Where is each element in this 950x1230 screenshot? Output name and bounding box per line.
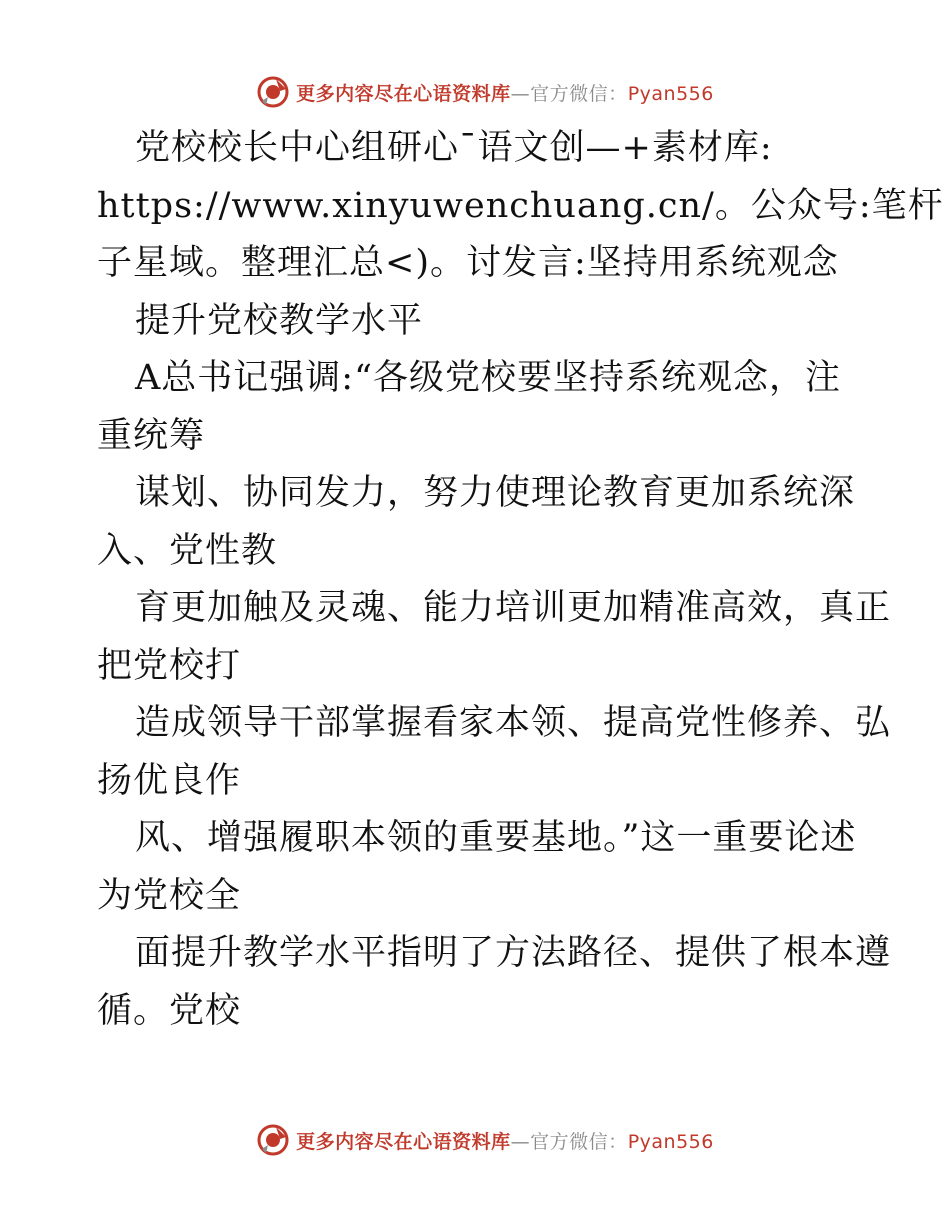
brand-logo-icon <box>256 1123 290 1157</box>
footer-banner <box>0 1120 950 1160</box>
text-line: 把党校打 <box>97 645 242 686</box>
banner-text <box>296 79 714 106</box>
text-line: 入、党性教 <box>97 530 278 571</box>
text-line: 为党校全 <box>97 875 242 916</box>
text-line: 扬优良作 <box>97 760 242 801</box>
banner-content <box>256 1123 714 1157</box>
text-line: 重统筹 <box>97 415 206 456</box>
text-line: 子星域。整理汇总<)。讨发言:坚持用系统观念 <box>97 243 839 283</box>
text-line: A总书记强调:“各级党校要坚持系统观念，注 <box>135 358 841 398</box>
text-line: 育更加触及灵魂、能力培训更加精准高效，真正 <box>135 588 892 628</box>
text-line: 党校校长中心组研心¯语文创—+素材库: <box>135 128 773 168</box>
text-line: https://www.xinyuwenchuang.cn/。公众号:笔杆 <box>97 185 944 226</box>
text-line: 造成领导干部掌握看家本领、提高党性修养、弘 <box>135 703 892 743</box>
banner-content <box>256 75 714 109</box>
banner-separator: —官方微信： <box>510 82 628 105</box>
banner-separator: —官方微信： <box>510 1130 628 1153</box>
banner-text <box>296 1127 714 1154</box>
document-body <box>97 120 944 1040</box>
text-line: 提升党校教学水平 <box>135 300 424 341</box>
banner-title: 更多内容尽在心语资料库 <box>296 1130 511 1153</box>
header-banner <box>0 72 950 112</box>
text-line: 风、增强履职本领的重要基地。”这一重要论述 <box>135 818 857 858</box>
wechat-id: Pyan556 <box>627 82 714 105</box>
text-line: 谋划、协同发力，努力使理论教育更加系统深 <box>135 473 856 513</box>
wechat-id: Pyan556 <box>627 1130 714 1153</box>
banner-title: 更多内容尽在心语资料库 <box>296 82 511 105</box>
text-line: 循。党校 <box>97 990 242 1031</box>
brand-logo-icon <box>256 75 290 109</box>
text-line: 面提升教学水平指明了方法路径、提供了根本遵 <box>135 933 892 973</box>
